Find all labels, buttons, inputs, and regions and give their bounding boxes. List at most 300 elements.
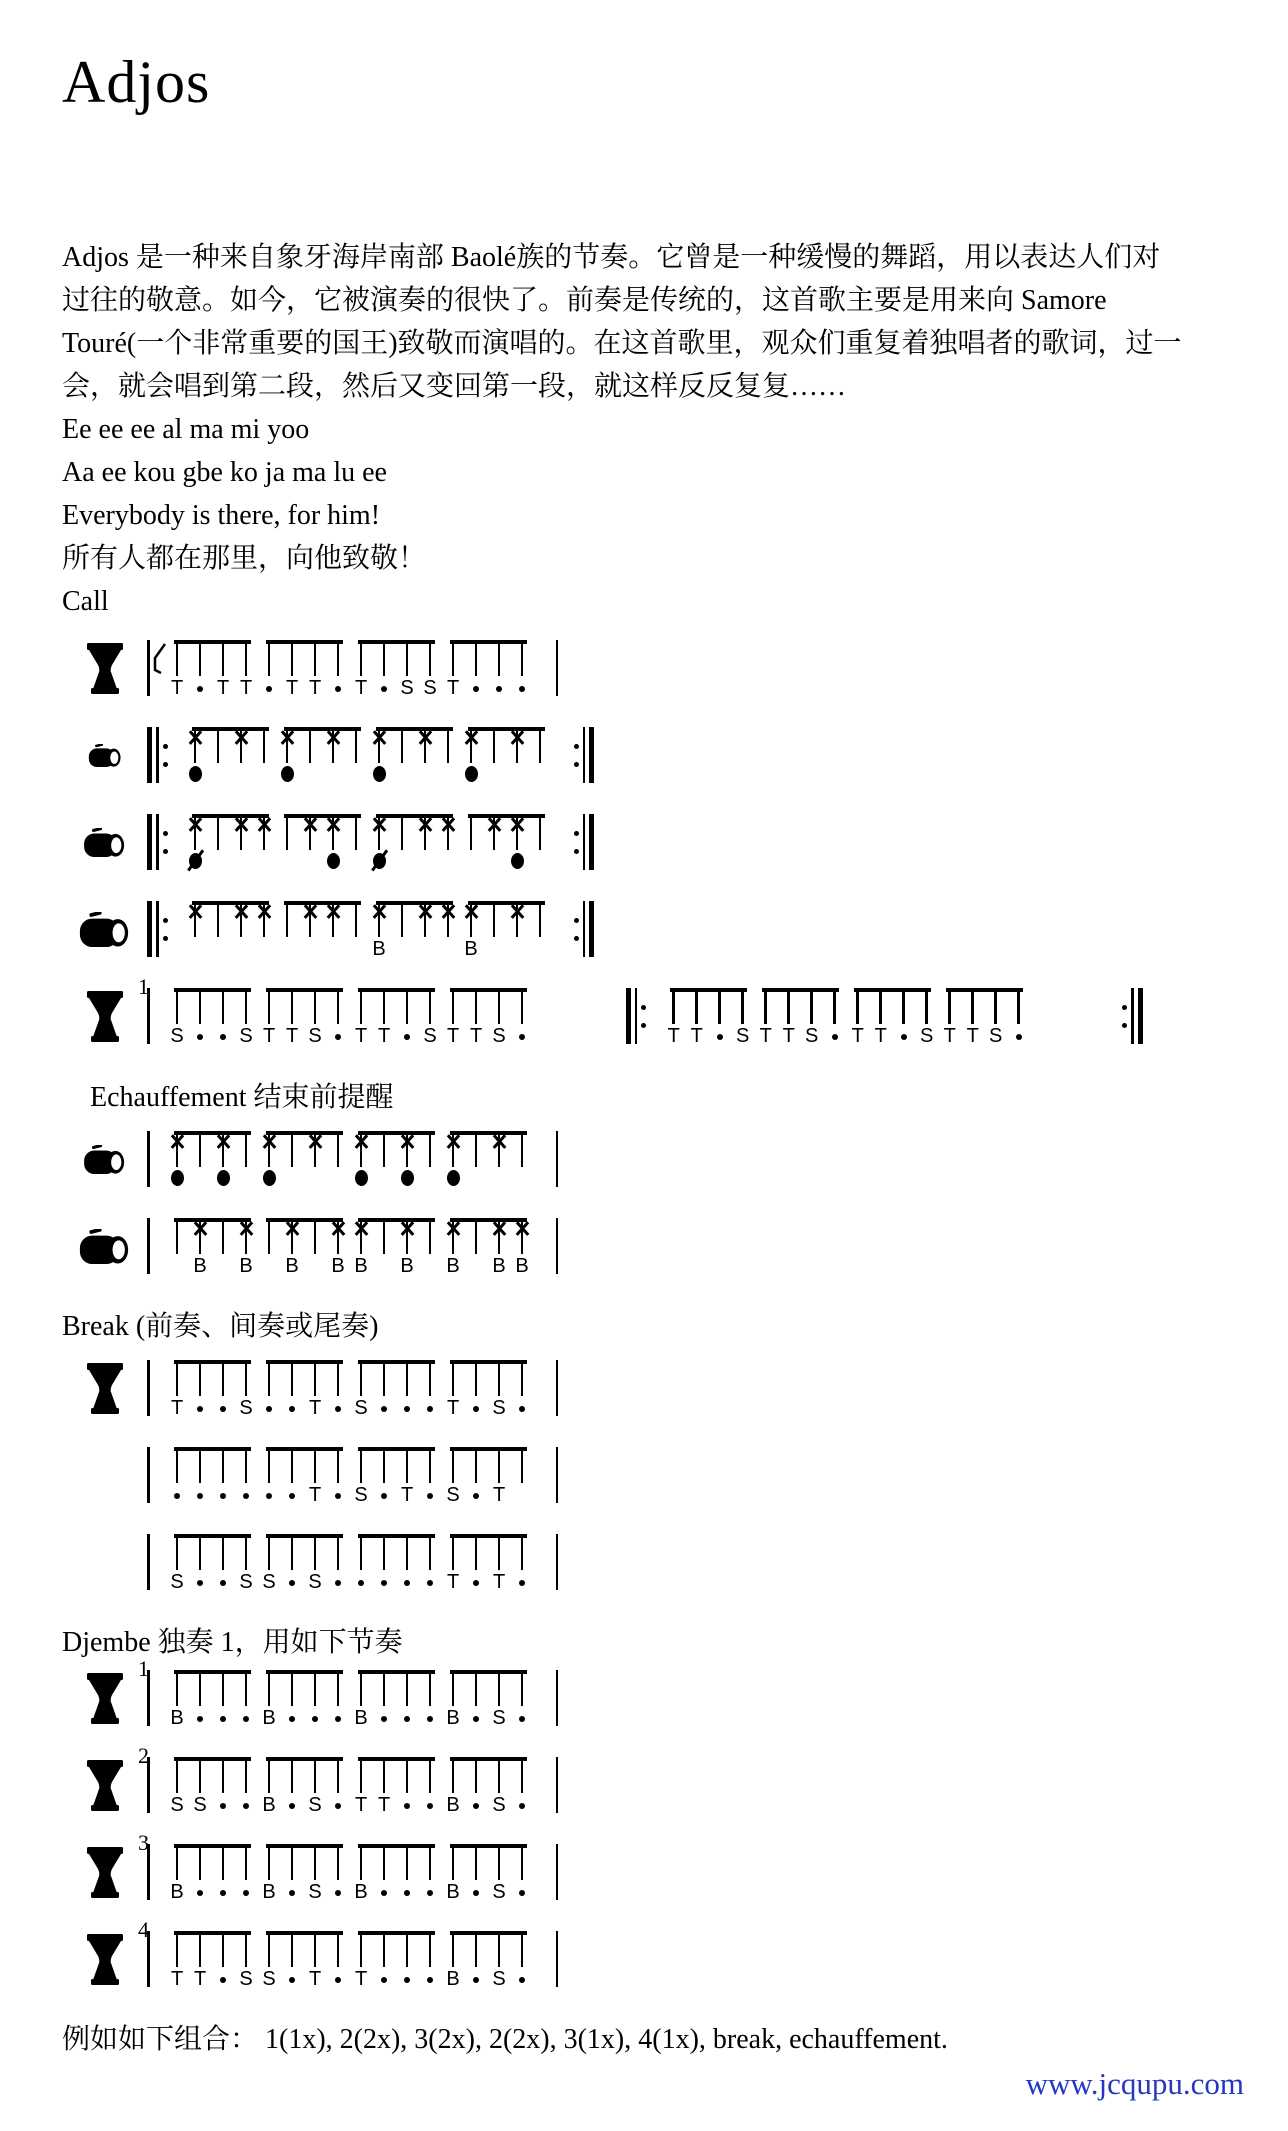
x-notehead bbox=[509, 729, 526, 745]
rest-dot bbox=[335, 1406, 341, 1412]
stem bbox=[429, 1846, 432, 1880]
rest-dot bbox=[358, 1580, 364, 1586]
barline bbox=[147, 1218, 150, 1274]
rest-dot bbox=[335, 686, 341, 692]
beam bbox=[358, 1931, 435, 1935]
repeat-dots bbox=[1122, 988, 1127, 1044]
rest-dot-cell bbox=[327, 678, 350, 692]
rest-dot bbox=[197, 1406, 203, 1412]
barline bbox=[556, 1534, 559, 1590]
stem bbox=[493, 903, 496, 937]
barline bbox=[556, 1218, 559, 1274]
rest-dot bbox=[473, 1716, 479, 1722]
beam bbox=[450, 1670, 527, 1674]
rest-dot-cell bbox=[189, 1572, 212, 1586]
bass-dot bbox=[171, 1170, 184, 1186]
rest-dot bbox=[427, 1716, 433, 1722]
stem bbox=[263, 729, 266, 763]
stem bbox=[452, 1846, 455, 1880]
beam bbox=[284, 901, 361, 905]
note-letter: T bbox=[943, 1025, 956, 1047]
stem bbox=[498, 642, 501, 676]
stem bbox=[810, 990, 813, 1024]
stem bbox=[498, 1449, 501, 1483]
stem bbox=[176, 1449, 179, 1483]
stem bbox=[406, 1449, 409, 1483]
rest-dot-cell bbox=[419, 1708, 442, 1722]
stem bbox=[498, 990, 501, 1024]
rest-dot-cell bbox=[327, 1708, 350, 1722]
notation-line-solo-4 bbox=[62, 1917, 1250, 1993]
stem bbox=[429, 1449, 432, 1483]
stem bbox=[176, 1672, 179, 1706]
rest-dot bbox=[519, 1890, 525, 1896]
rest-dot-cell bbox=[511, 1708, 534, 1722]
stem bbox=[337, 642, 340, 676]
drum-icon-cell bbox=[62, 1656, 149, 1732]
rest-dot bbox=[381, 1890, 387, 1896]
stem bbox=[314, 1759, 317, 1793]
rest-dot bbox=[473, 1803, 479, 1809]
notation-line-break-line-1 bbox=[62, 1360, 1250, 1422]
beat-group bbox=[166, 1534, 258, 1596]
repeat-dot bbox=[574, 918, 579, 923]
stem bbox=[429, 990, 432, 1024]
rest-dot bbox=[901, 1034, 907, 1040]
beat-group bbox=[754, 988, 846, 1050]
beam bbox=[266, 640, 343, 644]
stem bbox=[1017, 990, 1020, 1024]
stem bbox=[521, 1133, 524, 1167]
stem bbox=[355, 903, 358, 937]
stem bbox=[314, 642, 317, 676]
intro-line-2: 过往的敬意。如今，它被演奏的很快了。前奏是传统的，这首歌主要是用来向 Samore bbox=[62, 285, 1107, 316]
rest-dot-cell bbox=[1007, 1026, 1030, 1040]
stem bbox=[337, 1672, 340, 1706]
notation-line-call-dunun-medium bbox=[62, 814, 1250, 876]
note-letter: S bbox=[423, 677, 437, 699]
djembe-solo-notation-block bbox=[62, 1656, 1250, 1993]
barline bbox=[147, 1534, 150, 1590]
stem bbox=[222, 1220, 225, 1254]
note-letter: B bbox=[446, 1707, 460, 1729]
note-letter: S bbox=[423, 1025, 437, 1047]
repeat-dot bbox=[574, 762, 579, 767]
rest-dot bbox=[427, 1493, 433, 1499]
note-letter: T bbox=[377, 1025, 391, 1047]
barline-repeat-start bbox=[147, 901, 168, 957]
stem bbox=[429, 642, 432, 676]
beat-group bbox=[166, 988, 258, 1050]
rest-dot bbox=[519, 1580, 525, 1586]
note-letter: S bbox=[170, 1571, 184, 1593]
note-letter: B bbox=[372, 938, 386, 960]
note-letter: T bbox=[193, 1968, 207, 1990]
barline bbox=[556, 1447, 559, 1503]
stem bbox=[222, 1536, 225, 1570]
stem bbox=[291, 1759, 294, 1793]
beat-group bbox=[184, 727, 276, 789]
rest-dot-cell bbox=[465, 1795, 488, 1809]
rest-dot-cell bbox=[281, 1485, 304, 1499]
stem bbox=[291, 1449, 294, 1483]
note-letter: S bbox=[492, 1397, 506, 1419]
rest-dot bbox=[404, 1034, 410, 1040]
x-notehead bbox=[463, 729, 480, 745]
barline bbox=[556, 1670, 559, 1726]
beam bbox=[174, 640, 251, 644]
notation-line-solo-3 bbox=[62, 1830, 1250, 1906]
rest-dot bbox=[473, 1493, 479, 1499]
x-notehead bbox=[509, 816, 526, 832]
rest-dot-cell bbox=[212, 1398, 235, 1412]
stem bbox=[360, 1933, 363, 1967]
intro-line-3: Touré(一个非常重要的国王)致敬而演唱的。在这首歌里，观众们重复着独唱者的歌词，过一 bbox=[62, 328, 1182, 359]
beat-group bbox=[166, 1931, 258, 1993]
beat-group bbox=[166, 1844, 258, 1906]
stem bbox=[314, 1672, 317, 1706]
note-letter: B bbox=[170, 1707, 184, 1729]
note-letter: T bbox=[759, 1025, 772, 1047]
stem bbox=[245, 1449, 248, 1483]
x-notehead bbox=[187, 729, 204, 745]
rest-dot bbox=[220, 1034, 226, 1040]
note-letter: S bbox=[400, 677, 414, 699]
stem bbox=[447, 729, 450, 763]
note-letter: T bbox=[851, 1025, 864, 1047]
note-letter: S bbox=[239, 1968, 253, 1990]
rest-dot bbox=[243, 1803, 249, 1809]
stem bbox=[475, 642, 478, 676]
rest-dot bbox=[243, 1716, 249, 1722]
note-letter: T bbox=[469, 1025, 483, 1047]
stem bbox=[406, 990, 409, 1024]
stem bbox=[360, 1449, 363, 1483]
rest-dot-cell bbox=[823, 1026, 846, 1040]
barline bbox=[635, 988, 638, 1044]
drum-icon-cell bbox=[62, 1360, 147, 1422]
rest-dot-cell bbox=[511, 1795, 534, 1809]
rest-dot-cell bbox=[258, 678, 281, 692]
rest-dot-cell bbox=[327, 1398, 350, 1412]
beat-group bbox=[442, 1534, 534, 1596]
note-letter: S bbox=[193, 1794, 207, 1816]
stem bbox=[360, 1759, 363, 1793]
rest-dot-cell bbox=[189, 1026, 212, 1040]
djembe-shape bbox=[86, 1760, 124, 1812]
note-letter: S bbox=[920, 1025, 934, 1047]
rest-dot bbox=[220, 1890, 226, 1896]
rest-dot-cell bbox=[350, 1572, 373, 1586]
rest-dot bbox=[289, 1406, 295, 1412]
dunun-large-icon bbox=[76, 912, 133, 952]
page-title: Adjos bbox=[62, 49, 211, 115]
rest-dot-cell bbox=[511, 1572, 534, 1586]
note-letter: T bbox=[446, 1025, 460, 1047]
beat-group bbox=[258, 1131, 350, 1193]
x-notehead bbox=[371, 816, 388, 832]
repeat-dot bbox=[574, 831, 579, 836]
call-heading: Call bbox=[62, 586, 109, 617]
beat-group bbox=[442, 640, 534, 702]
stem bbox=[360, 1672, 363, 1706]
x-notehead bbox=[353, 1133, 370, 1149]
stem bbox=[222, 642, 225, 676]
barline-repeat-end bbox=[574, 727, 595, 783]
beat-group bbox=[258, 1534, 350, 1596]
stem bbox=[199, 1362, 202, 1396]
beam bbox=[468, 814, 545, 818]
rest-dot bbox=[473, 1977, 479, 1983]
stem bbox=[429, 1933, 432, 1967]
note-letter: T bbox=[170, 1397, 184, 1419]
note-letter: S bbox=[239, 1025, 253, 1047]
x-notehead bbox=[417, 816, 434, 832]
lyric-line-2: Aa ee kou gbe ko ja ma lu ee bbox=[62, 457, 387, 488]
stem bbox=[291, 1536, 294, 1570]
beam bbox=[266, 1757, 343, 1761]
intro-line-4: 会，就会唱到第二段，然后又变回第一段，就这样反反复复…… bbox=[62, 371, 847, 402]
note-letter: B bbox=[239, 1255, 253, 1277]
rest-dot-cell bbox=[396, 1026, 419, 1040]
rest-dot-cell bbox=[892, 1026, 915, 1040]
note-letter: S bbox=[308, 1881, 322, 1903]
rest-dot bbox=[220, 1406, 226, 1412]
stem bbox=[286, 903, 289, 937]
beat-group bbox=[368, 727, 460, 789]
beat-group bbox=[350, 1447, 442, 1509]
rest-dot-cell bbox=[189, 1882, 212, 1896]
note-letter: T bbox=[308, 1968, 322, 1990]
beam bbox=[358, 1534, 435, 1538]
rest-dot-cell bbox=[212, 1795, 235, 1809]
djembe-icon bbox=[86, 1673, 124, 1730]
x-notehead bbox=[215, 1133, 232, 1149]
rest-dot bbox=[289, 1493, 295, 1499]
stem bbox=[383, 642, 386, 676]
rest-dot-cell bbox=[281, 1708, 304, 1722]
stem bbox=[337, 1449, 340, 1483]
beat-group bbox=[846, 988, 938, 1050]
dunun-medium-icon bbox=[82, 1145, 127, 1179]
rest-dot bbox=[197, 1580, 203, 1586]
stem bbox=[498, 1933, 501, 1967]
stem bbox=[452, 1449, 455, 1483]
note-letter: S bbox=[354, 1397, 368, 1419]
stem bbox=[360, 1536, 363, 1570]
rest-dot-cell bbox=[212, 1026, 235, 1040]
note-letter: B bbox=[446, 1881, 460, 1903]
stem bbox=[337, 1759, 340, 1793]
staff bbox=[147, 901, 610, 963]
djembe-icon bbox=[86, 1363, 124, 1420]
note-letter: S bbox=[446, 1484, 460, 1506]
beat-group bbox=[276, 727, 368, 789]
repeat-dot bbox=[163, 744, 168, 749]
notation-line-call-djembe bbox=[62, 640, 1250, 702]
bass-dot bbox=[281, 766, 294, 782]
barline-single bbox=[147, 640, 150, 696]
repeat-dot bbox=[163, 762, 168, 767]
x-notehead bbox=[169, 1133, 186, 1149]
rest-dot bbox=[220, 1977, 226, 1983]
beam bbox=[266, 1360, 343, 1364]
rest-dot bbox=[197, 1716, 203, 1722]
stem bbox=[406, 1759, 409, 1793]
stem bbox=[695, 990, 698, 1024]
beam bbox=[358, 1360, 435, 1364]
call-notation-block bbox=[62, 640, 1250, 1050]
rest-dot bbox=[1016, 1034, 1022, 1040]
stem bbox=[199, 1449, 202, 1483]
notation-line-echauffement-dunun-medium bbox=[62, 1131, 1250, 1193]
notation-line-break-line-3 bbox=[62, 1534, 1250, 1596]
dunun-shape bbox=[88, 744, 122, 767]
rest-dot-cell bbox=[327, 1882, 350, 1896]
rest-dot bbox=[519, 1406, 525, 1412]
djembe-shape bbox=[86, 991, 124, 1043]
note-letter: S bbox=[492, 1968, 506, 1990]
rest-dot-cell bbox=[258, 1398, 281, 1412]
echauffement-heading: Echauffement 结束前提醒 bbox=[90, 1082, 394, 1113]
note-letter: T bbox=[446, 1571, 460, 1593]
rest-dot bbox=[404, 1406, 410, 1412]
stem bbox=[222, 1933, 225, 1967]
stem bbox=[176, 1362, 179, 1396]
bass-dot bbox=[465, 766, 478, 782]
note-letter: T bbox=[446, 677, 460, 699]
note-letter: B bbox=[262, 1881, 276, 1903]
stem bbox=[452, 1759, 455, 1793]
repeat-dot bbox=[1122, 1023, 1127, 1028]
note-letter: B bbox=[262, 1794, 276, 1816]
barline bbox=[589, 727, 594, 783]
note-letter: S bbox=[492, 1025, 506, 1047]
rest-dot bbox=[266, 1406, 272, 1412]
stem bbox=[470, 816, 473, 850]
rest-dot-cell bbox=[396, 1882, 419, 1896]
x-notehead bbox=[256, 816, 273, 832]
x-notehead bbox=[187, 816, 204, 832]
bass-dot bbox=[401, 1170, 414, 1186]
barline-repeat-start bbox=[147, 814, 168, 870]
note-letter: B bbox=[446, 1255, 460, 1277]
rest-dot bbox=[381, 1716, 387, 1722]
stem bbox=[268, 1759, 271, 1793]
rest-dot bbox=[381, 1406, 387, 1412]
break-heading: Break (前奏、间奏或尾奏) bbox=[62, 1311, 379, 1342]
x-notehead bbox=[399, 1220, 416, 1236]
stem bbox=[355, 816, 358, 850]
beam bbox=[266, 1844, 343, 1848]
beat-group bbox=[350, 1670, 442, 1732]
beam bbox=[450, 1360, 527, 1364]
note-letter: T bbox=[690, 1025, 703, 1047]
beat-group bbox=[442, 1931, 534, 1993]
stem bbox=[383, 1449, 386, 1483]
rest-dot bbox=[197, 1493, 203, 1499]
beam bbox=[174, 1534, 251, 1538]
rest-dot bbox=[243, 1890, 249, 1896]
beat-group bbox=[258, 1844, 350, 1906]
rest-dot-cell bbox=[327, 1572, 350, 1586]
rest-dot-cell bbox=[281, 1795, 304, 1809]
repeat-dot bbox=[641, 1005, 646, 1010]
rest-dot bbox=[197, 686, 203, 692]
barline bbox=[1138, 988, 1143, 1044]
x-notehead bbox=[325, 816, 342, 832]
stem bbox=[245, 1846, 248, 1880]
rest-dot-cell bbox=[465, 1572, 488, 1586]
drum-icon-cell bbox=[62, 727, 147, 789]
note-letter: T bbox=[782, 1025, 795, 1047]
stem bbox=[268, 1846, 271, 1880]
beam bbox=[358, 988, 435, 992]
beam bbox=[174, 1360, 251, 1364]
x-notehead bbox=[325, 729, 342, 745]
beam bbox=[450, 988, 527, 992]
note-letter: B bbox=[446, 1968, 460, 1990]
dunun-large-icon bbox=[76, 1229, 133, 1269]
beam bbox=[266, 1670, 343, 1674]
barline bbox=[147, 727, 152, 783]
stem bbox=[452, 1362, 455, 1396]
rest-dot bbox=[289, 1890, 295, 1896]
stem bbox=[429, 1362, 432, 1396]
notation-line-echauffement-dunun-large bbox=[62, 1218, 1250, 1280]
rest-dot bbox=[289, 1716, 295, 1722]
drum-icon-cell bbox=[62, 974, 149, 1050]
x-notehead bbox=[302, 816, 319, 832]
note-letter: T bbox=[239, 677, 253, 699]
note-letter: B bbox=[354, 1255, 368, 1277]
djembe-shape bbox=[86, 1934, 124, 1986]
stem bbox=[429, 1672, 432, 1706]
bass-dot bbox=[511, 853, 524, 869]
barline bbox=[583, 901, 586, 957]
barline bbox=[147, 1131, 150, 1187]
barline-single bbox=[147, 1131, 150, 1187]
note-letter: B bbox=[354, 1881, 368, 1903]
rest-dot-cell bbox=[189, 1485, 212, 1499]
stem bbox=[245, 1672, 248, 1706]
beat-group bbox=[460, 814, 552, 876]
stem bbox=[383, 1846, 386, 1880]
barline-single bbox=[556, 1534, 559, 1590]
stem bbox=[291, 1672, 294, 1706]
rest-dot-cell bbox=[465, 1708, 488, 1722]
djembe-icon bbox=[86, 1847, 124, 1904]
beat-group bbox=[184, 814, 276, 876]
note-letter: T bbox=[308, 1397, 322, 1419]
rest-dot bbox=[427, 1977, 433, 1983]
repeat-dot bbox=[574, 936, 579, 941]
x-notehead bbox=[261, 1133, 278, 1149]
stem bbox=[268, 642, 271, 676]
rest-dot bbox=[289, 1580, 295, 1586]
x-notehead bbox=[279, 729, 296, 745]
voice-number: 1 bbox=[138, 974, 149, 999]
beat-group bbox=[258, 1670, 350, 1732]
stem bbox=[521, 1362, 524, 1396]
rest-dot bbox=[404, 1716, 410, 1722]
rest-dot-cell bbox=[281, 1969, 304, 1983]
barline-single bbox=[556, 1131, 559, 1187]
beam bbox=[174, 1844, 251, 1848]
rest-dot-cell bbox=[327, 1026, 350, 1040]
note-letter: T bbox=[308, 1484, 322, 1506]
echauffement-notation-block bbox=[62, 1131, 1250, 1280]
